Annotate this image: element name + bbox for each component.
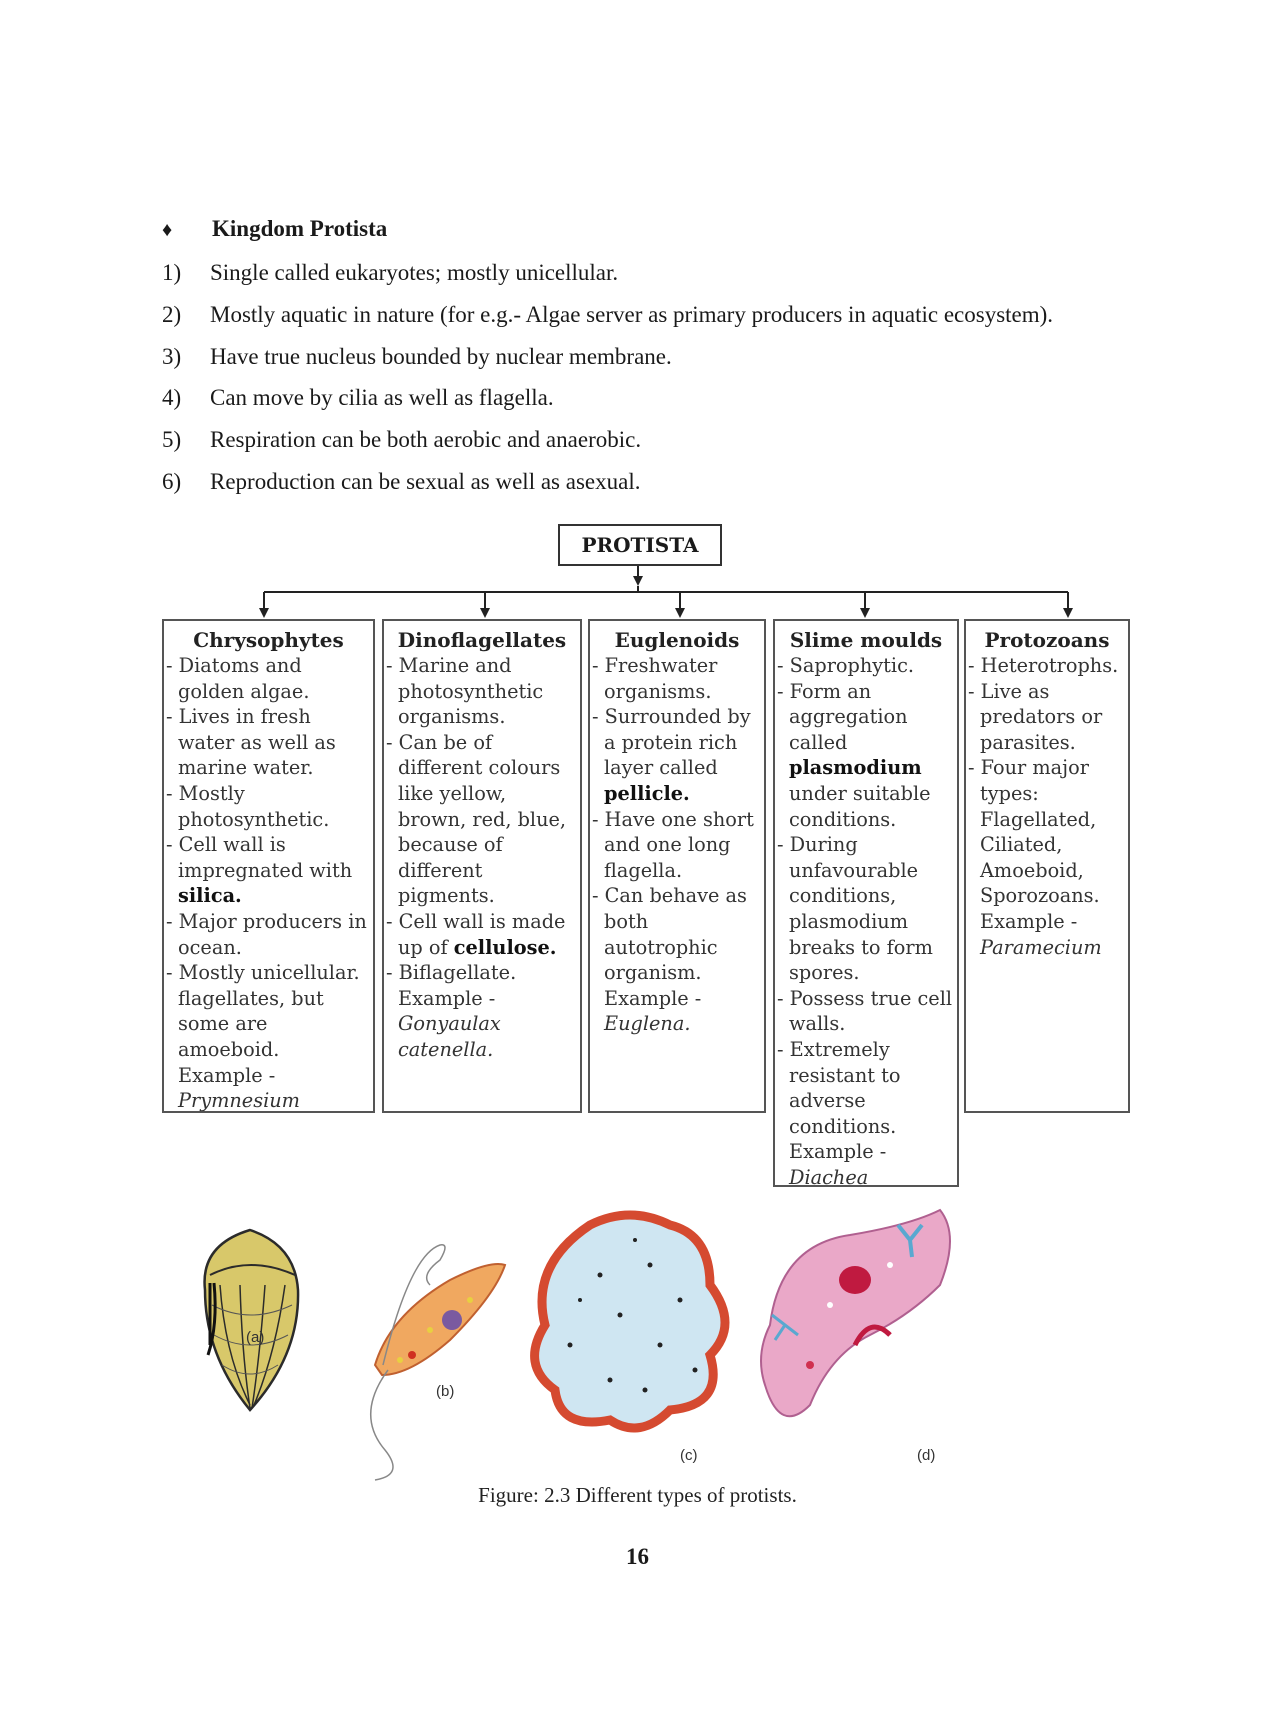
column-item: - Mostly unicellular. flagellates, but some are amoeboid. xyxy=(166,961,360,1061)
protozoan-illustration xyxy=(761,1210,950,1416)
column-title: Chrysophytes xyxy=(193,628,344,652)
protist-illustrations xyxy=(150,1205,1050,1485)
column-item: - Cell wall is impregnated with silica. xyxy=(166,833,353,908)
column-item: - Form an aggregation called plasmodium under suitable conditions. xyxy=(777,679,931,831)
column-item: - Marine and photosynthetic organisms. xyxy=(386,654,544,729)
column-item: - Major producers in ocean. xyxy=(166,909,367,959)
column-example: Example - Diachea xyxy=(789,1140,887,1189)
column-item: - Mostly photosynthetic. xyxy=(166,781,330,831)
chrysophyte-illustration xyxy=(205,1230,299,1410)
column-example: Example - Gonyaulax catenella. xyxy=(398,986,501,1061)
figure-label-c: (c) xyxy=(680,1447,698,1464)
column-item: - Four major types: Flagellated, Ciliated, Amoeboid, Sporozoans. xyxy=(968,756,1100,908)
list-item: 5) Respiration can be both aerobic and anaerobic. xyxy=(162,427,642,453)
column-item: - Extremely resistant to adverse conditions. xyxy=(777,1037,901,1138)
figure-label-b: (b) xyxy=(436,1383,455,1400)
column-item: - Live as predators or parasites. xyxy=(968,679,1103,754)
figure-caption: Figure: 2.3 Different types of protists. xyxy=(478,1483,797,1507)
column-example: Example - Paramecium xyxy=(980,909,1102,959)
column-item: - Lives in fresh water as well as marine water. xyxy=(166,705,336,780)
diamond-bullet-icon: ♦ xyxy=(162,219,173,241)
protista-column-protozoans xyxy=(964,619,1130,1113)
euglenoid-illustration xyxy=(371,1245,505,1480)
slime-mould-illustration xyxy=(535,1215,725,1428)
protista-column-euglenoids xyxy=(588,619,766,1113)
column-item: - Have one short and one long flagella. xyxy=(592,807,754,882)
column-title: Protozoans xyxy=(984,628,1110,652)
column-item: - Can behave as both autotrophic organism. xyxy=(592,884,747,985)
list-item: 6) Reproduction can be sexual as well as asexual. xyxy=(162,468,641,494)
column-item: - Cell wall is made up of cellulose. xyxy=(386,909,566,959)
page-number: 16 xyxy=(626,1544,649,1569)
column-title: Euglenoids xyxy=(614,628,740,652)
column-example: Example - Prymnesium xyxy=(178,1063,300,1113)
column-item: - Saprophytic. xyxy=(777,654,915,677)
heading-title: Kingdom Protista xyxy=(212,216,388,241)
column-title: Slime moulds xyxy=(789,628,943,652)
list-item: 3) Have true nucleus bounded by nuclear membrane. xyxy=(162,343,672,369)
protist-figure xyxy=(150,1205,1050,1485)
column-item: - During unfavourable conditions, plasmodium breaks to form spores. xyxy=(777,833,933,985)
column-item: - Freshwater organisms. xyxy=(592,654,718,703)
column-example: Example - Euglena. xyxy=(604,986,702,1036)
list-item: 4) Can move by cilia as well as flagella. xyxy=(162,385,554,411)
column-title: Dinoflagellates xyxy=(397,628,567,652)
protista-column-chrysophytes xyxy=(162,619,375,1113)
column-item: - Diatoms and golden algae. xyxy=(166,654,310,703)
protista-root-box: PROTISTA xyxy=(558,524,722,566)
figure-label-a: (a) xyxy=(246,1329,265,1346)
section-heading xyxy=(162,216,387,242)
column-item: - Biflagellate. xyxy=(386,961,517,985)
column-item: - Can be of different colours like yellow, brown, red, blue, because of different pigments. xyxy=(386,730,567,908)
column-item: - Possess true cell walls. xyxy=(777,986,953,1036)
protista-column-dinoflagellates xyxy=(382,619,582,1113)
protista-column-slime-moulds xyxy=(773,619,959,1187)
feature-list xyxy=(162,258,1053,509)
list-item: 1) Single called eukaryotes; mostly unicellular. xyxy=(162,260,619,285)
list-item: 2) Mostly aquatic in nature (for e.g.- Algae server as primary producers in aquatic ecosystem). xyxy=(162,301,1054,327)
column-item: - Surrounded by a protein rich layer called pellicle. xyxy=(592,705,751,805)
column-item: - Heterotrophs. xyxy=(968,654,1119,677)
figure-label-d: (d) xyxy=(917,1447,936,1464)
